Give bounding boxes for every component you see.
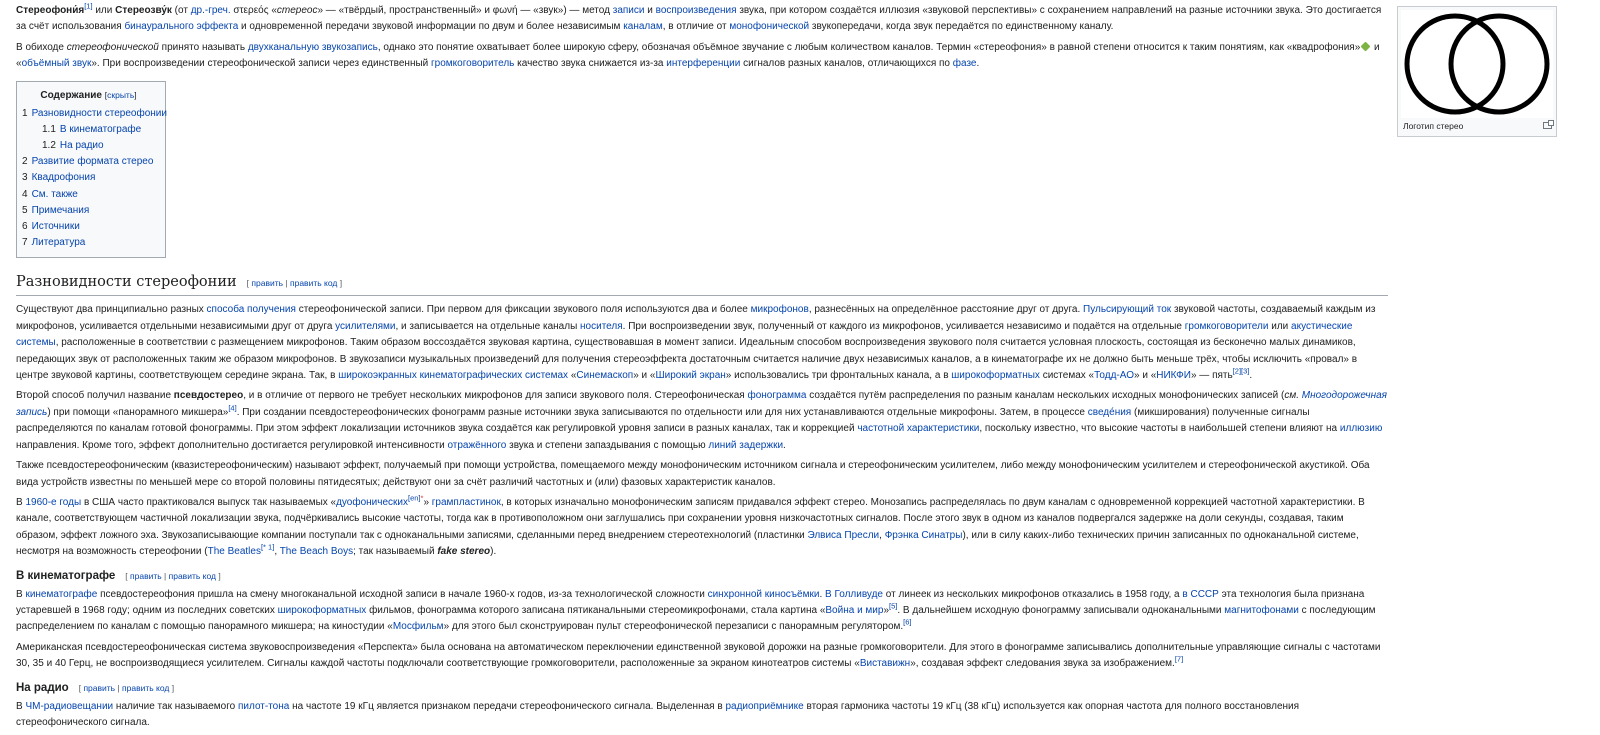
link-gromkogovoritel[interactable]: громкоговоритель bbox=[431, 58, 515, 70]
link-vistavision[interactable]: Виставижн bbox=[859, 658, 911, 670]
link-voyna-i-mir[interactable]: Война и мир bbox=[825, 604, 884, 616]
stereo-logo-image[interactable] bbox=[1401, 10, 1553, 118]
edit-section-1: [ править | править код ] bbox=[246, 278, 343, 289]
link-obemny-zvuk[interactable]: объёмный звук bbox=[21, 58, 92, 70]
ref-5[interactable]: [5] bbox=[889, 601, 898, 611]
link-shirokoekrannyh[interactable]: широкоэкранных кинематографических системах bbox=[338, 370, 569, 382]
stereo-logo-svg bbox=[1401, 10, 1553, 118]
ref-note-1[interactable]: [* 1] bbox=[260, 542, 275, 552]
intro-paragraph-2: В обиходе стереофонической принято называть двухканальную звукозапись, однако это понятие охватывает более широкую сферу, обозначая объёмное звучание с любым количеством каналов. Термин «стереофония» в равной степени относится к таким понятиям, как «квадрофония» и «объёмный звук». При воспроизведении стереофонической записи через единственный громкоговоритель качество звука снижается из-за интерференции сигналов разных каналов, отличающихся по фазе. bbox=[16, 41, 1380, 70]
link-pilot-tona[interactable]: пилот-тона bbox=[238, 700, 290, 712]
link-vosproizvedeniya[interactable]: воспроизведения bbox=[655, 5, 737, 16]
link-interferencii[interactable]: интерференции bbox=[666, 58, 741, 70]
link-hollywood[interactable]: В Голливуде bbox=[825, 588, 883, 600]
link-zapisi[interactable]: записи bbox=[612, 5, 645, 16]
ref-6[interactable]: [6] bbox=[903, 618, 912, 628]
link-chm-radio[interactable]: ЧМ-радиовещании bbox=[25, 700, 114, 712]
section-heading-radio: На радио [ править | править код ] bbox=[16, 681, 175, 694]
section11-paragraph-2: Американская псевдостереофоническая система звуковоспроизведения «Перспекта» была основана на автоматическом переключении единственной звуковой дорожки на разные громкоговорители. Для этого в фонограмме записывались дополнительные управляющие сигналы с частотами 30, 35 и 40 Герц, не воспроизводящиеся усилителем. Сигналы каждой частоты подключали соответствующие громкоговорители, расположенные за экраном кинотеатров системы «Виставижн», создавая эффект следования звука за изображением.[7] bbox=[16, 641, 1381, 670]
toc-item-7[interactable]: 7 Литература bbox=[22, 237, 86, 249]
toc-item-1-1[interactable]: 1.1 В кинематографе bbox=[42, 123, 142, 135]
link-kinematografe[interactable]: кинематографе bbox=[25, 588, 98, 600]
link-sposoba[interactable]: способа получения bbox=[206, 304, 296, 316]
link-dvuhkanalnuyu[interactable]: двухканальную звукозапись bbox=[247, 41, 378, 53]
toc-item-1[interactable]: 1 Разновидности стереофонии bbox=[22, 107, 167, 119]
ref-7[interactable]: [7] bbox=[1174, 654, 1184, 664]
toc-item-3[interactable]: 3 Квадрофония bbox=[22, 172, 96, 184]
link-sinhronnoy[interactable]: синхронной киносъёмки bbox=[707, 588, 820, 600]
figure-thumbnail bbox=[1397, 6, 1557, 137]
link-beach-boys[interactable]: The Beach Boys bbox=[279, 546, 354, 558]
link-akusticheskie[interactable]: акустические системы bbox=[16, 320, 1353, 349]
edit-link[interactable]: править bbox=[83, 682, 116, 693]
link-liniy-zaderzhki[interactable]: линий задержки bbox=[708, 439, 784, 451]
toc-header bbox=[22, 87, 155, 104]
ref-4[interactable]: [4] bbox=[228, 403, 237, 413]
link-nikfi[interactable]: НИКФИ bbox=[1156, 370, 1191, 382]
link-mikrofonov[interactable]: микрофонов bbox=[750, 304, 809, 316]
link-magnitofonami[interactable]: магнитофонами bbox=[1224, 604, 1299, 616]
edit-section-1-2: [ править | править код ] bbox=[78, 682, 175, 693]
link-sinemaskop[interactable]: Синемаскоп bbox=[576, 370, 634, 382]
link-binaural[interactable]: бинаурального эффекта bbox=[124, 21, 239, 33]
term-stereophony: Стереофони́я bbox=[16, 5, 85, 16]
link-duofonicheskih[interactable]: дуофонических bbox=[336, 496, 408, 508]
green-article-icon[interactable] bbox=[1361, 41, 1371, 51]
section1-paragraph-3: Также псевдостереофоническим (квазистереофоническим) называют эффект, получаемый при помощи устройства, помещаемого между монофоническим источником сигнала и стереофоническим усилителем, либо между монофоническим усилителем и стереофонической акустикой. Оба вида устройств известны по меньшей мере со второй половины пятидесятых; действуют они за счёт различий частотных и (или) фазовых характеристик каналов. bbox=[16, 460, 1370, 488]
link-svedeniya[interactable]: сведе́ния bbox=[1087, 406, 1132, 418]
link-faze[interactable]: фазе bbox=[952, 58, 977, 70]
section1-paragraph-2: Второй способ получил название псевдостерео, и в отличие от первого не требует нескольких микрофонов для записи звукового поля. Стереофоническая фонограмма создаётся путём распределения по разным каналам нескольких исходных монофонических записей (см. Многодорожечная запись) при помощи «панорамного микшера»[4]. При создании псевдостереофонических фонограмм разные источники звука записываются по отдельности или для них устанавливаются отдельные микрофоны. Затем, в процессе сведе́ния (микширования) полученные сигналы распределяются по каналам готовой фонограммы. При этом эффект локализации источников звука создаётся как регулировкой уровня записи в разных каналах, так и коррекцией частотной характеристики, поскольку известно, что высокие частоты в наибольшей степени влияют на иллюзию направления. Кроме того, эффект дополнительно достигается регулировкой интенсивности отражённого звука и степени запаздывания с помощью линий задержки. bbox=[16, 390, 1388, 451]
toc-item-4[interactable]: 4 См. также bbox=[22, 188, 78, 200]
edit-section-1-1: [ править | править код ] bbox=[125, 570, 221, 581]
link-mosfilm[interactable]: Мосфильм bbox=[392, 621, 444, 633]
toc-toggle: [скрыть] bbox=[104, 89, 137, 100]
ref-en[interactable]: [en] bbox=[408, 493, 421, 503]
table-of-contents bbox=[16, 81, 166, 259]
section1-paragraph-1: Существуют два принципиально разных способа получения стереофонической записи. При первом для фиксации звукового поля используются два и более микрофонов, разнесённых на определённое расстояние друг от друга. Пульсирующий ток звуковой частоты, создаваемый каждым из микрофонов, усиливается отдельными независимыми друг от друга усилителями, и записывается на отдельные каналы носителя. При воспроизведении звук, полученный от каждого из микрофонов, усиливается независимо и подаётся на отдельные громкоговорители или акустические системы, расположенные в соответствии с размещением микрофонов. Таким образом воссоздаётся звуковая картина, существовавшая в момент записи. Идеальным способом воспроизведения звукового поля считается условная плоскость, состоящая из бесконечно малых динамиков, передающих звук от расположенных таким же образом микрофонов. В звукозаписи музыкальных произведений для получения стереоэффекта достаточным считается наличие двух независимых каналов, а в кинематографе их не должно быть меньше трёх, чтобы исключить «провал» в центре звуковой картины, соответствующем середине экрана. Так, в широкоэкранных кинематографических системах «Синемаскоп» и «Широкий экран» использовались три фронтальных канала, а в широкоформатных системах «Тодд-АО» и «НИКФИ» — пять[2][3]. bbox=[16, 304, 1376, 382]
link-mono[interactable]: монофонической bbox=[729, 21, 810, 33]
edit-code-link[interactable]: править код bbox=[290, 278, 338, 289]
link-illyuziyu[interactable]: иллюзию bbox=[1339, 423, 1383, 435]
term-stereosound: Стереозву́к bbox=[115, 5, 172, 16]
link-1960s[interactable]: 1960-е годы bbox=[25, 496, 82, 508]
link-nositelya[interactable]: носителя bbox=[580, 320, 623, 332]
figure-caption: Логотип стерео bbox=[1403, 121, 1464, 131]
link-shirokoformatnyh-2[interactable]: широкоформатных bbox=[277, 604, 367, 616]
link-otrazhennogo[interactable]: отражённого bbox=[447, 439, 507, 451]
enlarge-icon[interactable] bbox=[1543, 122, 1552, 129]
toc-list bbox=[22, 106, 167, 252]
link-chastotnoy[interactable]: частотной характеристики bbox=[857, 423, 980, 435]
section1-paragraph-4: В 1960-е годы в США часто практиковался выпуск так называемых «дуофонических$^{[en]*}$» грампластинок, в которых изначально монофоническим записям придавался эффект стерео. Монозапись распределялась по двум каналам с одновременной коррекцией частотной характеристики. В канале, соответствующем частичной локализации звука, подчёркивались высокие частоты, тогда как в противоположном они заглушались при сохранении уровня низкочастотных сигналов. После этого звук в одном из каналов подвергался задержке на доли секунды, создавая, таким образом, эффект ложного эха. Звукозаписывающие компании поступали так с одноканальными записями, сделанными перед внедрением стереотехнологий (пластинки Элвиса Пресли, Фрэнка Синатры), или в силу каких-либо технических причин записанных по одноканальной системе, несмотря на возможность стереофонии (The Beatles[* 1], The Beach Boys; так называемый fake stereo). bbox=[16, 493, 1365, 558]
logo-circle-left bbox=[1407, 16, 1503, 112]
toc-hide-link[interactable]: скрыть bbox=[107, 89, 135, 100]
toc-item-5[interactable]: 5 Примечания bbox=[22, 204, 90, 216]
section-heading-varieties: Разновидности стереофонии [ править | править код ] bbox=[16, 272, 1388, 296]
link-fonogramma[interactable]: фонограмма bbox=[747, 390, 807, 402]
link-greek[interactable]: др.-греч. bbox=[190, 5, 231, 16]
link-shirokoformatnyh[interactable]: широкоформатных bbox=[951, 370, 1040, 382]
intro-paragraph-1: Стереофони́я[1] или Стереозву́к (от др.-греч. στερεός «стереос» — «твёрдый, пространственный» и φωνή — «звук») — метод записи и воспроизведения звука, при котором создаётся иллюзия «звуковой перспективы» с сохранением направлений на разные источники звука. Это достигается за счёт использования бинаурального эффекта и одновременной передачи звуковой информации по двум и более независимым каналам, в отличие от монофонической звукопередачи, когда звук передаётся по единственному каналу. bbox=[16, 1, 1382, 33]
edit-link[interactable]: править bbox=[251, 278, 284, 289]
link-todd-ao[interactable]: Тодд-АО bbox=[1094, 370, 1134, 382]
logo-circle-right bbox=[1451, 16, 1547, 112]
toc-title: Содержание bbox=[40, 89, 102, 101]
link-usilitelyami[interactable]: усилителями bbox=[335, 320, 396, 332]
section11-paragraph-1: В кинематографе псевдостереофония пришла на смену многоканальной исходной записи в начале 1960-х годов, из-за технологической сложности синхронной киносъёмки. В Голливуде от линеек из нескольких микрофонов отказались в 1958 году, а в СССР эта технология была признана устаревшей в 1968 году; одним из последних советских широкоформатных фильмов, фонограмма которого записана пятиканальными стереомикрофонами, стала картина «Война и мир»[5]. В дальнейшем исходную фонограмму записывали одноканальными магнитофонами с последующим распределением по каналам с помощью панорамного микшера; на киностудии «Мосфильм» для этого был сконструирован пульт стереофонической перезаписи с панорамным регулятором.[6] bbox=[16, 588, 1376, 633]
edit-link[interactable]: править bbox=[130, 570, 162, 581]
edit-code-link[interactable]: править код bbox=[122, 682, 170, 693]
link-gromkogovoriteli[interactable]: громкоговорители bbox=[1184, 320, 1269, 332]
ref-2[interactable]: [2] bbox=[1232, 366, 1242, 376]
link-mnogodorozhechnaya[interactable]: Многодорожечная запись bbox=[16, 390, 1388, 418]
toc-item-1-2[interactable]: 1.2 На радио bbox=[42, 140, 104, 152]
link-kanalam[interactable]: каналам bbox=[623, 21, 663, 33]
link-beatles[interactable]: The Beatles bbox=[207, 546, 261, 558]
edit-code-link[interactable]: править код bbox=[168, 570, 216, 581]
link-pulsiruyushiy-tok[interactable]: Пульсирующий ток bbox=[1083, 304, 1172, 316]
toc-item-2[interactable]: 2 Развитие формата стерео bbox=[22, 156, 154, 168]
section12-paragraph-1: В ЧМ-радиовещании наличие так называемого пилот-тона на частоте 19 кГц является признаком передачи стереофонического сигнала. Выделенная в радиоприёмнике вторая гармоника частоты 19 кГц (38 кГц) используется как опорная частота для полного восстановления стереофонического сигнала. bbox=[16, 700, 1300, 728]
link-ussr[interactable]: в СССР bbox=[1182, 588, 1219, 600]
article-content bbox=[16, 3, 1388, 735]
ref-3[interactable]: [3] bbox=[1241, 366, 1250, 376]
toc-item-6[interactable]: 6 Источники bbox=[22, 221, 80, 233]
link-shirokiy-ekran[interactable]: Широкий экран bbox=[655, 370, 726, 382]
link-elvis[interactable]: Элвиса Пресли bbox=[807, 529, 880, 541]
link-radiopriemnike[interactable]: радиоприёмнике bbox=[725, 700, 804, 712]
link-sinatra[interactable]: Фрэнка Синатры bbox=[884, 529, 963, 541]
section-heading-cinema: В кинематографе [ править | править код ] bbox=[16, 569, 221, 582]
ref-1[interactable]: [1] bbox=[84, 1, 93, 11]
link-gramplastinok[interactable]: грампластинок bbox=[431, 496, 501, 508]
